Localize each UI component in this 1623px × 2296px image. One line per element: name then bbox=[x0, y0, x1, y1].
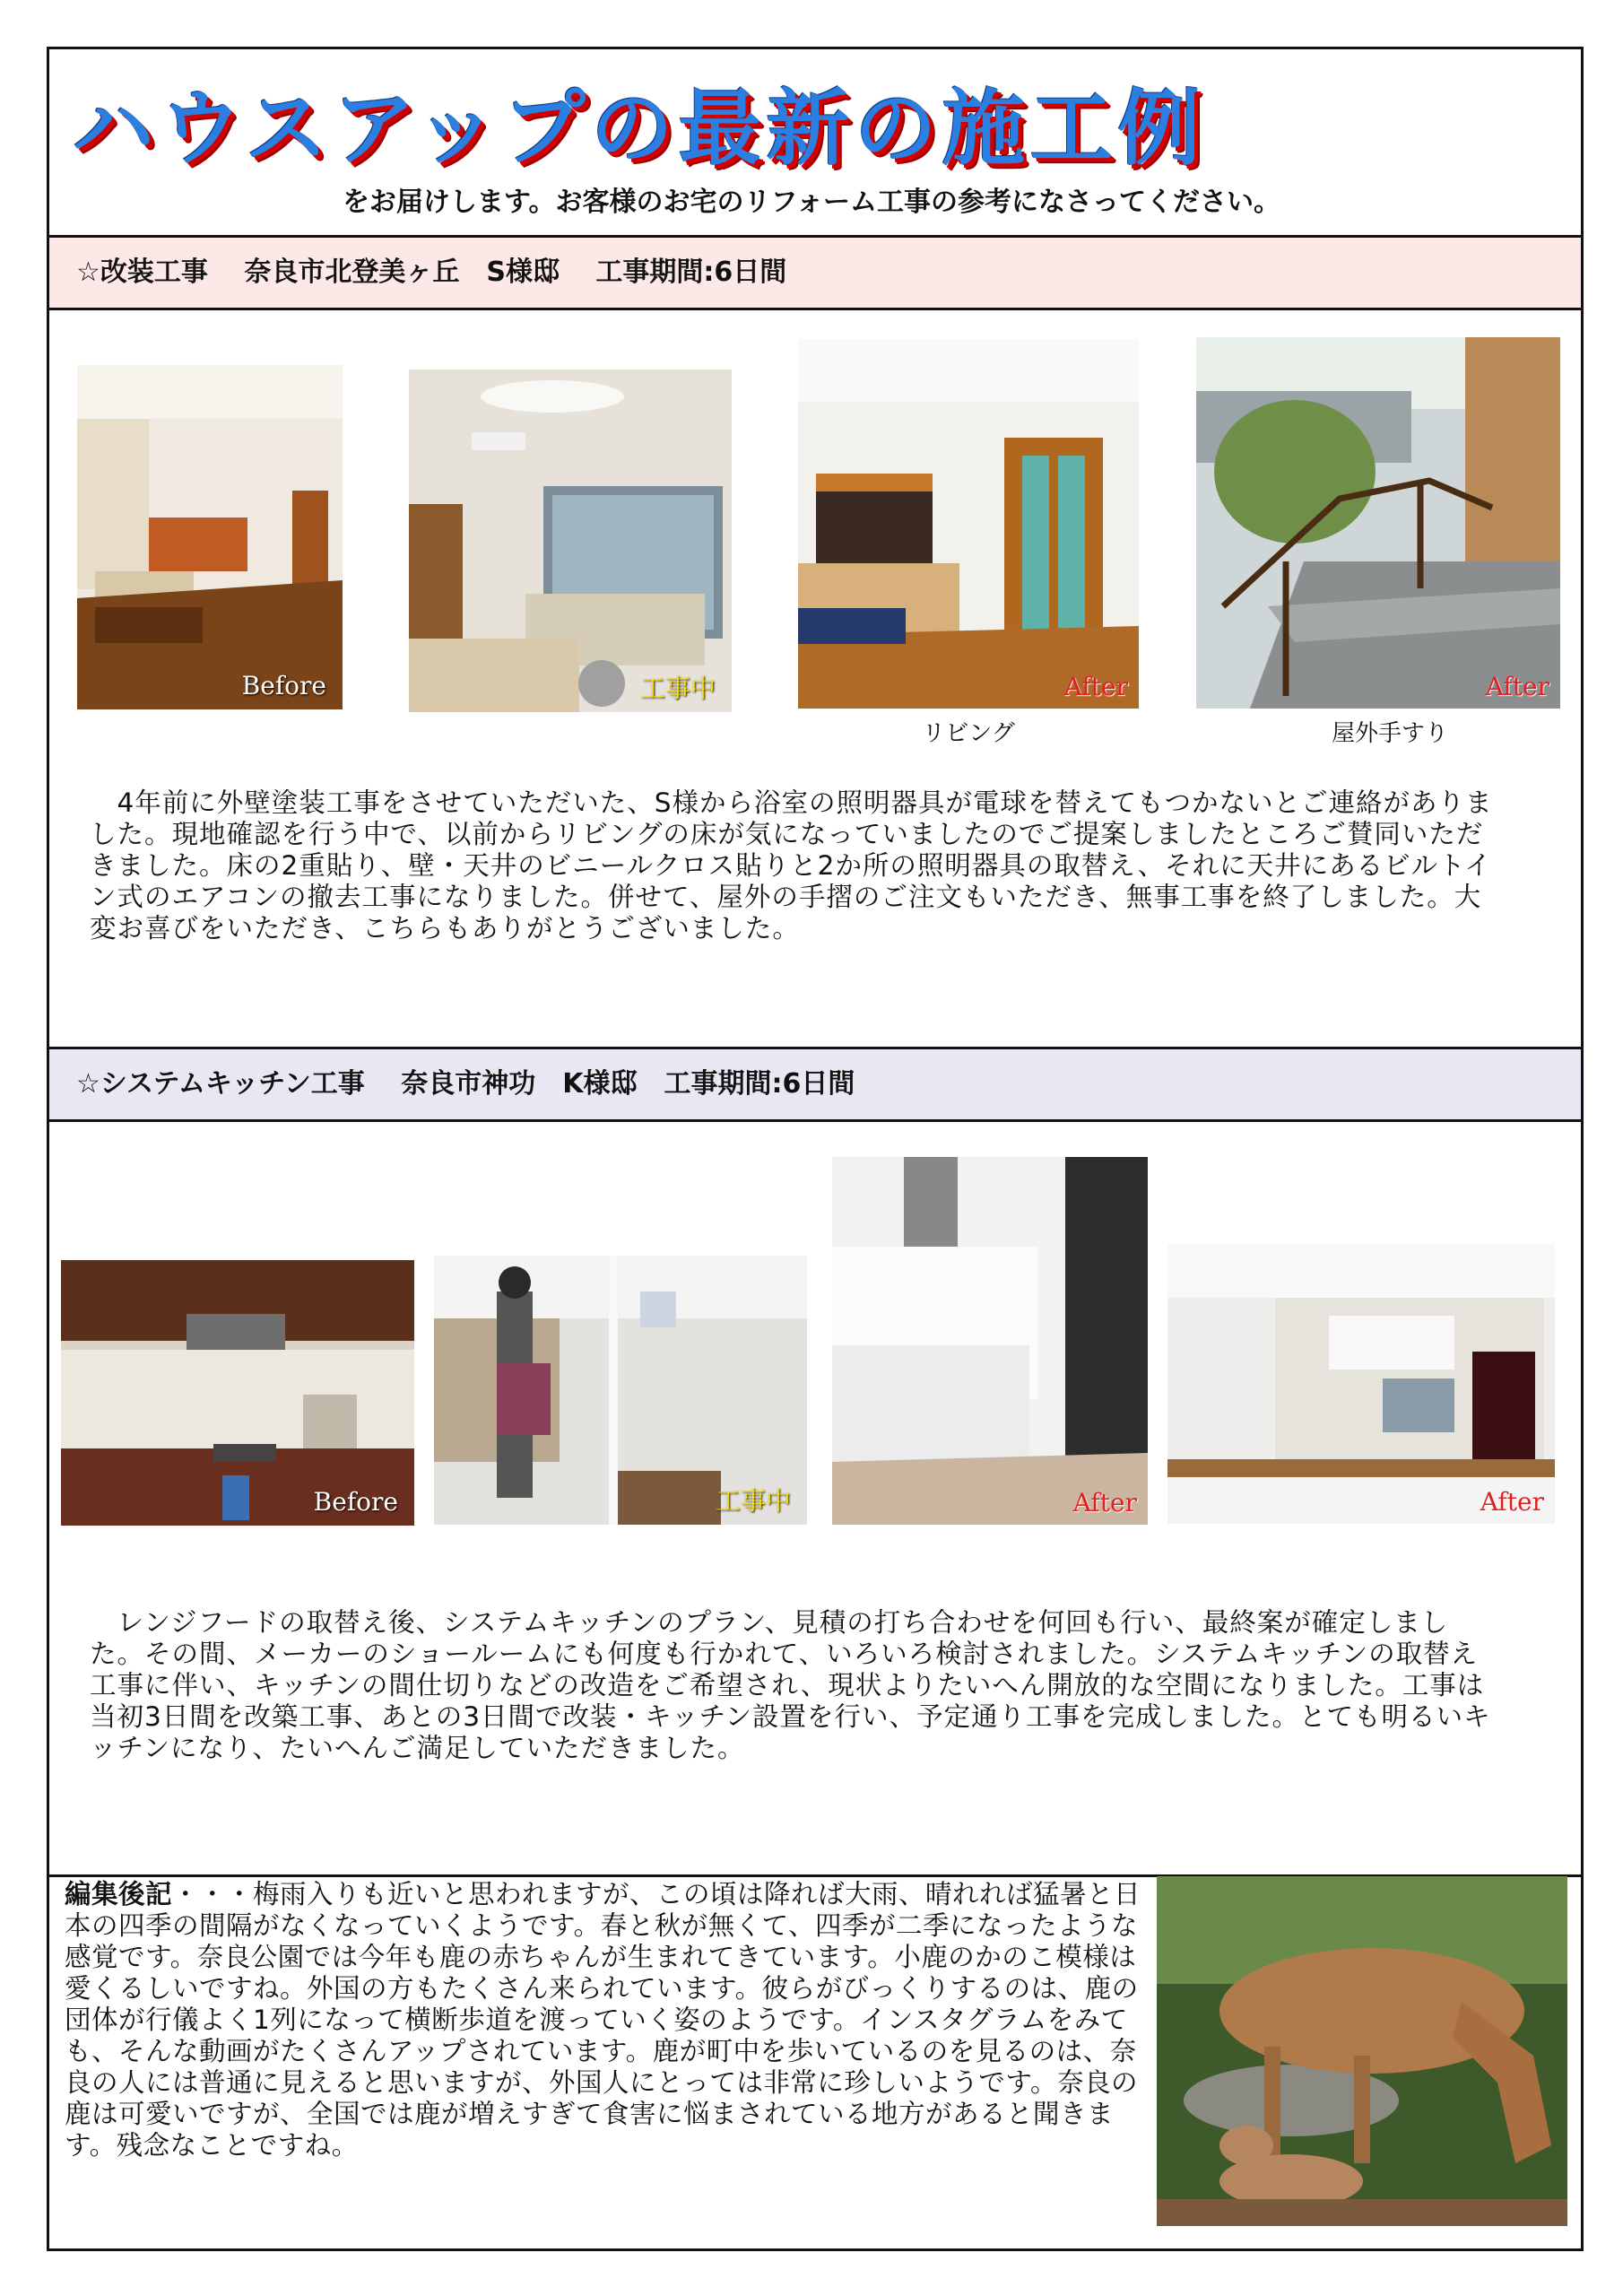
after-label: After bbox=[1485, 672, 1549, 701]
living-room-image bbox=[77, 365, 343, 709]
kitchen-counter-image bbox=[1167, 1244, 1555, 1524]
photo-living-in-progress bbox=[409, 370, 732, 712]
before-label: Before bbox=[313, 1487, 398, 1517]
section2-body: レンジフードの取替え後、システムキッチンのプラン、見積の打ち合わせを何回も行い、最終案が確定しました。その間、メーカーのショールームにも何度も行かれて、いろいろ検討されました。システムキッチンの取替え工事に伴い、キッチンの間仕切りなどの改造をご希望され、現状よりたいへん開放的な空間になりました。工事は当初3日間を改築工事、あとの3日間で改装・キッチン設置を行い、予定通り工事を完成しました。とても明るいキッチンになり、たいへんご満足していただきました。 bbox=[90, 1607, 1491, 1763]
divider bbox=[47, 1119, 1584, 1122]
kitchen-after-image bbox=[832, 1157, 1148, 1525]
handrail-image bbox=[1196, 337, 1560, 709]
after-label: After bbox=[1063, 672, 1128, 701]
in-progress-image bbox=[409, 370, 732, 712]
after-label: After bbox=[1072, 1488, 1137, 1518]
in-progress-label: 工事中 bbox=[715, 1486, 791, 1516]
editor-note bbox=[65, 1879, 1159, 2161]
photo-living-before bbox=[77, 365, 343, 709]
photo-kitchen-after-2 bbox=[1167, 1244, 1555, 1524]
photo-handrail-after bbox=[1196, 337, 1560, 709]
section1-body: 4年前に外壁塗装工事をさせていただいた、S様から浴室の照明器具が電球を替えてもつかないとご連絡がありました。現地確認を行う中で、以前からリビングの床が気になっていましたのでご提案しましたところご賛同いただきました。床の2重貼り、壁・天井のビニールクロス貼りと2か所の照明器具の取替え、それに天井にあるビルトイン式のエアコンの撤去工事になりました。併せて、屋外の手摺のご注文もいただき、無事工事を終了しました。大変お喜びをいただき、こちらもありがとうございました。 bbox=[90, 787, 1493, 944]
editor-note-text: ・・・梅雨入りも近いと思われますが、この頃は降れば大雨、晴れれば猛暑と日本の四季の間隔がなくなっていくようです。春と秋が無くて、四季が二季になったような感覚です。奈良公園では今年も鹿の赤ちゃんが生まれてきています。小鹿のかのこ模様は愛くるしいですね。外国の方もたくさん来られています。彼らがびっくりするのは、鹿の団体が行儀よく1列になって横断歩道を渡っていく姿のようです。インスタグラムをみても、そんな動画がたくさんアップされています。鹿が町中を歩いているのを見るのは、奈良の人には普通に見えると思いますが、外国人にとっては非常に珍しいようです。奈良の鹿は可愛いですが、全国では鹿が増えすぎて食害に悩まされている地方があると聞きます。残念なことですね。 bbox=[65, 1879, 1141, 2161]
photo-living-after bbox=[798, 339, 1139, 709]
in-progress-label: 工事中 bbox=[639, 674, 716, 703]
editor-note-label: 編集後記 bbox=[65, 1879, 173, 1909]
living-after-image bbox=[798, 339, 1139, 709]
deer-image bbox=[1157, 1876, 1567, 2226]
page-title: ハウスアップの最新の施工例 bbox=[72, 81, 1206, 177]
before-label: Before bbox=[241, 671, 326, 700]
after-label: After bbox=[1480, 1487, 1544, 1517]
section-heading-kitchen: ☆システムキッチン工事 奈良市神功 K様邸 工事期間:6日間 bbox=[49, 1049, 1581, 1119]
section-heading-renovation: ☆改装工事 奈良市北登美ヶ丘 S様邸 工事期間:6日間 bbox=[49, 238, 1581, 308]
photo-kitchen-in-progress bbox=[434, 1256, 807, 1525]
photo-caption-living: リビング bbox=[922, 720, 1015, 747]
kitchen-before-image bbox=[61, 1260, 414, 1526]
page-subtitle: をお届けします。お客様のお宅のリフォーム工事の参考になさってください。 bbox=[342, 187, 1281, 218]
divider bbox=[47, 308, 1584, 310]
photo-kitchen-before bbox=[61, 1260, 414, 1526]
photo-deer bbox=[1157, 1876, 1567, 2226]
photo-caption-handrail: 屋外手すり bbox=[1331, 720, 1448, 747]
photo-kitchen-after-1 bbox=[832, 1157, 1148, 1525]
